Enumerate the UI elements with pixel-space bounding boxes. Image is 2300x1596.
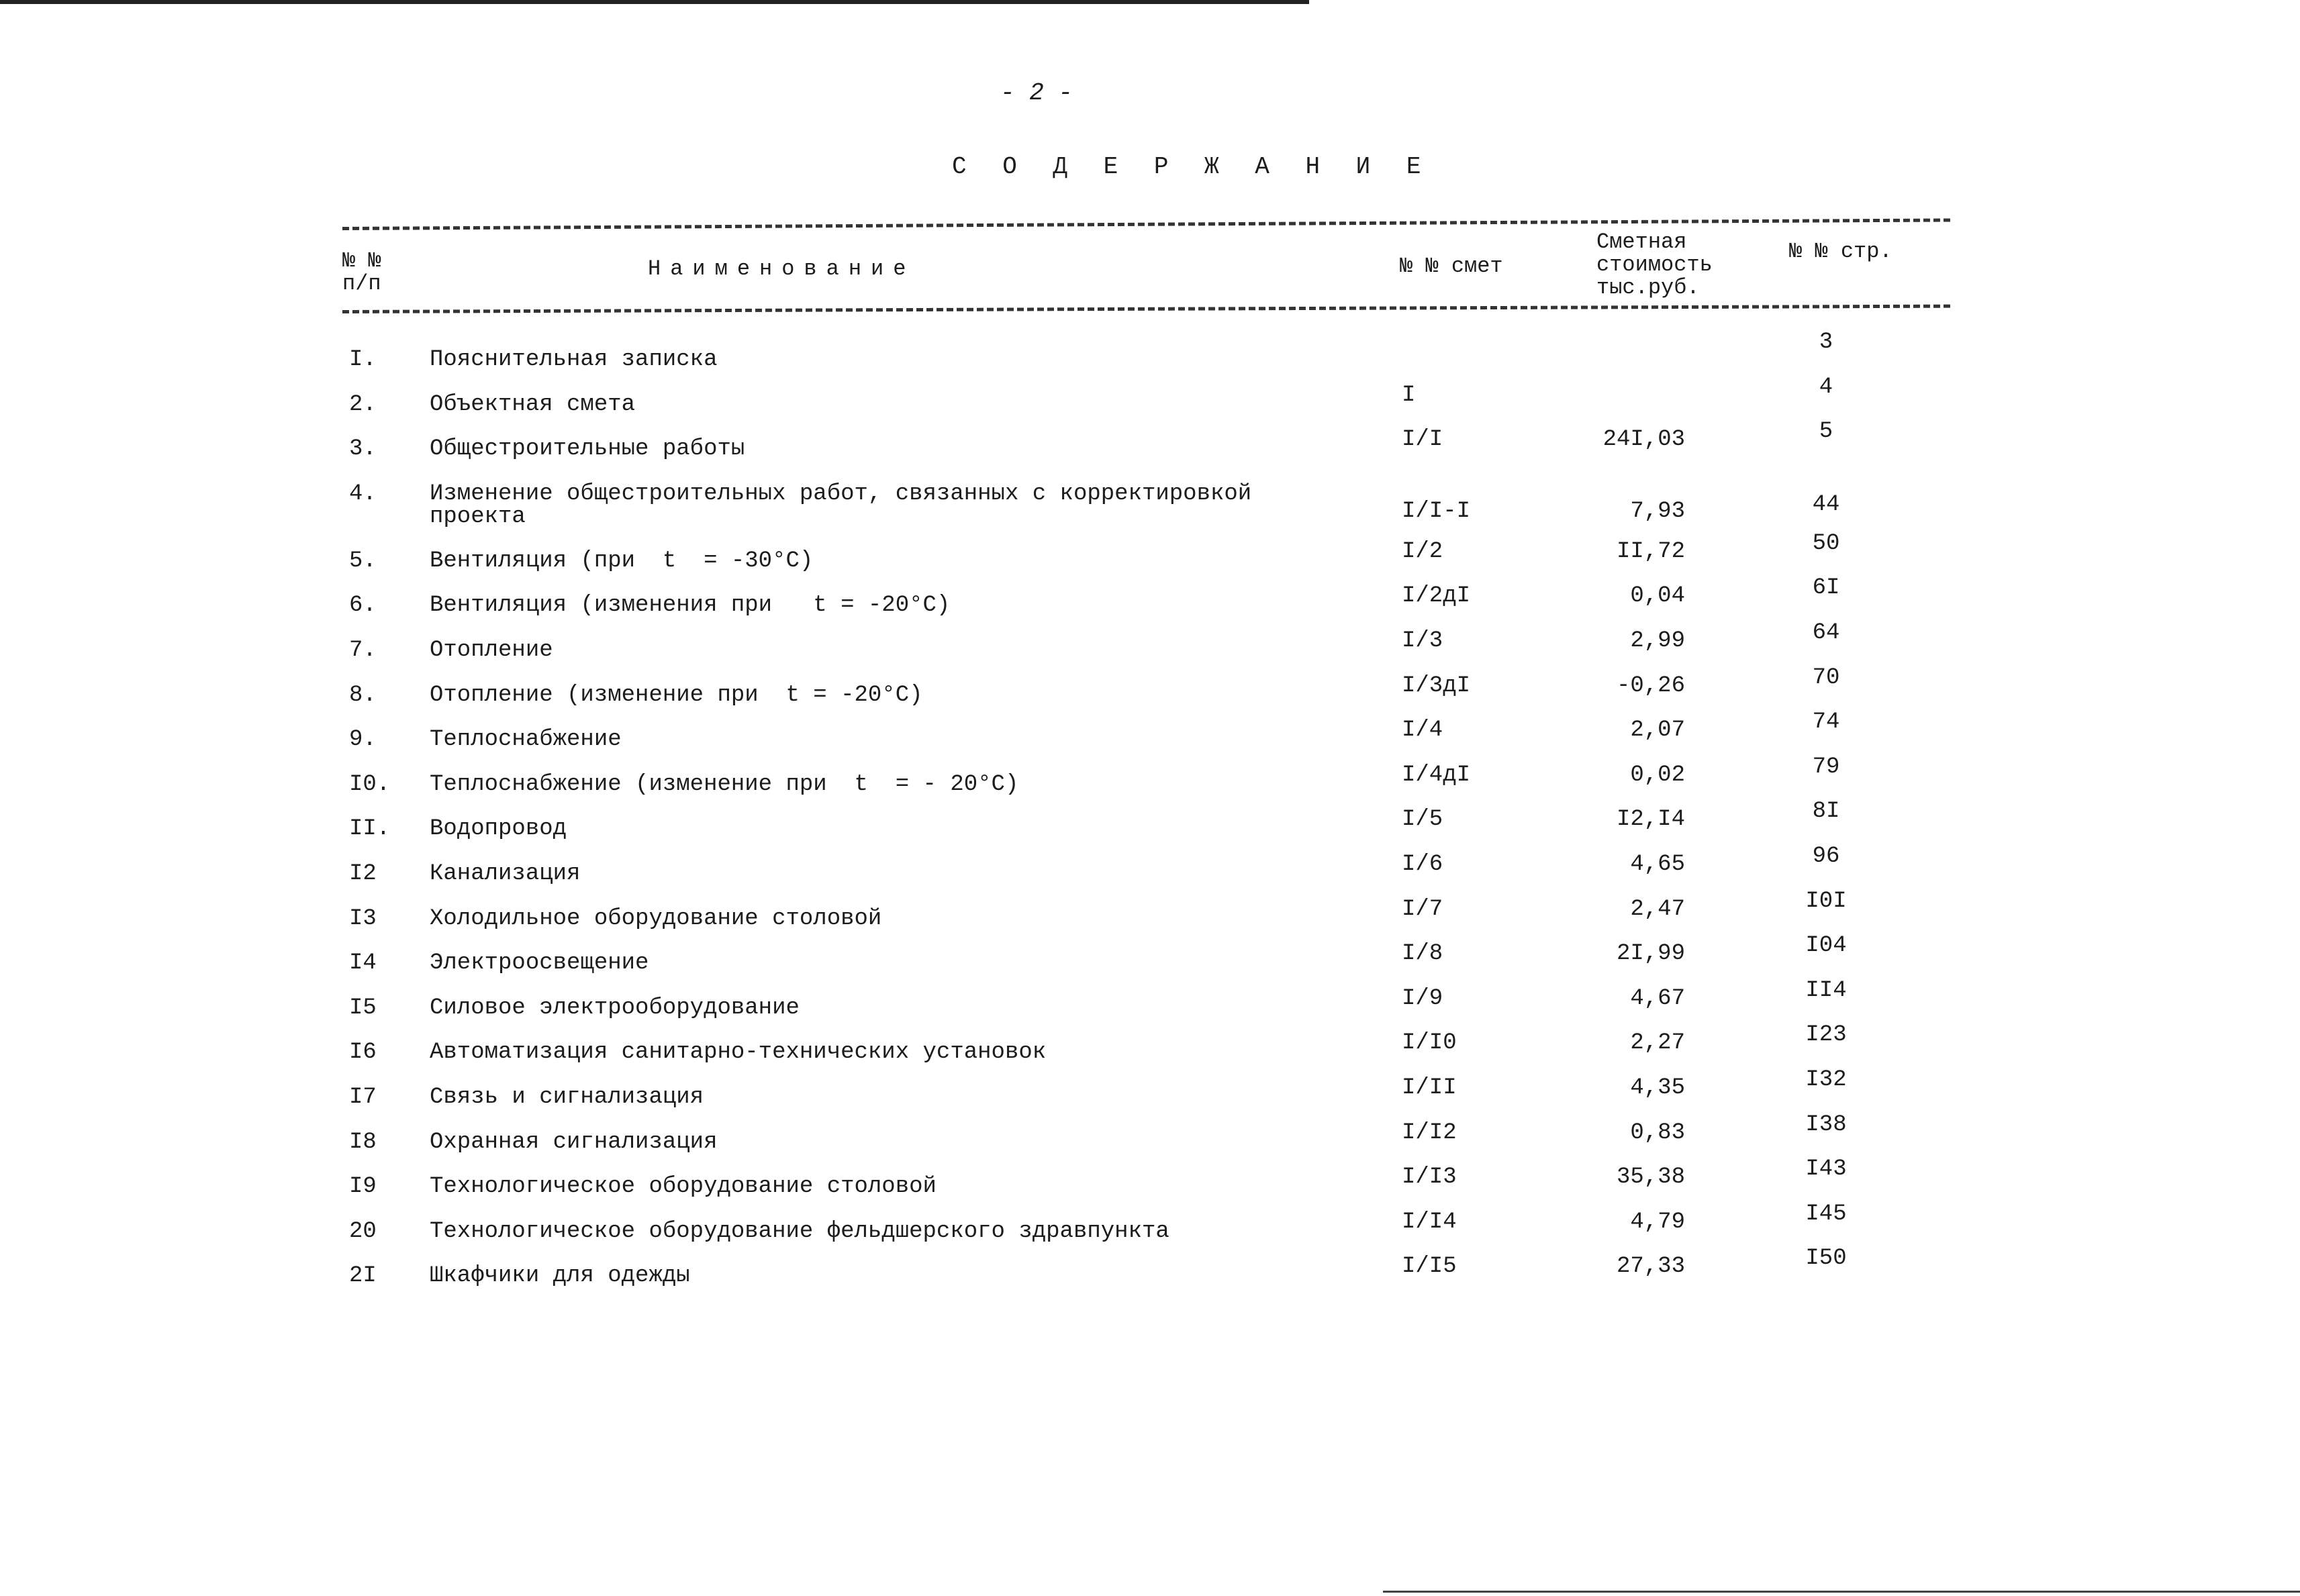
row-number: I9 [349,1174,377,1200]
row-number: II. [349,816,391,842]
row-name: Технологическое оборудование столовой [430,1174,937,1200]
row-page: I04 [1805,933,1847,959]
row-estimate-number: I/6 [1402,851,1443,877]
header-cost-line2: стоимость [1596,252,1713,277]
row-name: Охранная сигнализация [430,1129,718,1155]
row-estimate-number: I/II [1402,1075,1457,1101]
row-number: 20 [349,1218,377,1244]
table-row [0,330,2300,384]
row-cost: 0,02 [1630,762,1685,788]
row-cost: 4,67 [1630,985,1685,1011]
row-number: I8 [349,1129,377,1155]
table-row [0,374,2300,429]
page-title: С О Д Е Р Ж А Н И Е [952,153,1432,181]
row-page: I45 [1805,1201,1847,1227]
row-cost: 4,79 [1630,1209,1685,1235]
row-name: Шкафчики для одежды [430,1263,690,1289]
row-number: 7. [349,637,377,663]
row-page: 5 [1819,419,1833,445]
row-page: I43 [1805,1156,1847,1183]
row-cost: 0,04 [1630,583,1685,609]
row-page: 6I [1812,575,1840,601]
table-row [0,754,2300,809]
row-cost: 4,65 [1630,851,1685,877]
row-estimate-number: I/2дI [1402,583,1471,609]
contents-table [0,330,2300,1300]
row-cost: 2,07 [1630,717,1685,744]
row-number: I3 [349,905,377,932]
row-number: I7 [349,1084,377,1110]
row-number: I5 [349,995,377,1021]
row-name: Пояснительная записка [430,347,718,372]
table-row [0,1111,2300,1166]
row-name: Автоматизация санитарно-технических установок [430,1040,1047,1066]
row-cost: 2,27 [1630,1030,1685,1056]
row-cost: 2I,99 [1616,941,1685,967]
scan-edge-top [0,0,1309,4]
row-estimate-number: I/I2 [1402,1119,1457,1146]
table-row [0,1246,2300,1300]
row-estimate-number: I/I [1402,427,1443,453]
row-name: Силовое электрооборудование [430,995,800,1021]
row-name: Изменение общестроительных работ, связанных с корректировкой проекта [430,481,1252,530]
row-name: Теплоснабжение (изменение при t = - 20°С) [430,771,1019,797]
row-number: 4. [349,481,377,507]
row-page: 50 [1812,530,1840,556]
row-estimate-number: I/3 [1402,628,1443,654]
row-cost: 4,35 [1630,1075,1685,1101]
row-page: 64 [1812,619,1840,646]
row-estimate-number: I/3дI [1402,672,1471,699]
header-top-divider [342,218,1950,230]
row-estimate-number: I/8 [1402,941,1443,967]
row-estimate-number: I/I4 [1402,1209,1457,1235]
row-page: 44 [1812,491,1840,517]
row-number: I2 [349,860,377,887]
table-row [0,1201,2300,1256]
row-page: 70 [1812,664,1840,691]
row-name: Холодильное оборудование столовой [430,905,882,932]
row-estimate-number: I/I-I [1402,498,1471,524]
row-cost: 35,38 [1616,1164,1685,1191]
scan-edge-bottom [1383,1591,2300,1593]
row-name: Технологическое оборудование фельдшерского здравпункта [430,1218,1169,1244]
row-name: Теплоснабжение [430,727,622,753]
table-row [0,1066,2300,1121]
row-estimate-number: I/7 [1402,896,1443,922]
row-number: 8. [349,682,377,708]
row-page: 74 [1812,709,1840,736]
header-bottom-divider [342,305,1950,313]
table-row [0,888,2300,943]
table-row [0,709,2300,764]
row-name: Водопровод [430,816,567,842]
row-page: 4 [1819,374,1833,400]
row-page: 8I [1812,799,1840,825]
row-number: 2. [349,391,377,417]
row-cost: 27,33 [1616,1254,1685,1280]
table-row [0,419,2300,473]
row-cost: 7,93 [1630,498,1685,524]
header-cost [1596,231,1713,299]
header-number [342,250,381,295]
row-page: I50 [1805,1246,1847,1272]
header-name: Наименование [648,256,916,281]
row-name: Отопление (изменение при t = -20°С) [430,682,923,708]
table-row [0,530,2300,585]
table-row [0,933,2300,987]
row-number: I6 [349,1040,377,1066]
table-row [0,843,2300,898]
row-name: Объектная смета [430,391,636,417]
row-cost: 24I,03 [1602,427,1685,453]
table-row [0,619,2300,675]
table-row [0,664,2300,719]
row-number: 3. [349,436,377,462]
row-estimate-number: I/9 [1402,985,1443,1011]
header-page: № № стр. [1789,239,1892,264]
table-row [0,1156,2300,1211]
row-estimate-number: I/5 [1402,807,1443,833]
row-name: Связь и сигнализация [430,1084,704,1110]
table-row [0,977,2300,1032]
row-number: I4 [349,950,377,977]
table-row [0,473,2300,540]
row-estimate-number: I/2 [1402,538,1443,564]
row-name: Вентиляция (изменения при t = -20°С) [430,593,951,619]
row-name: Отопление [430,637,553,663]
row-name: Вентиляция (при t = -30°С) [430,548,814,574]
table-row [0,799,2300,853]
row-cost: 0,83 [1630,1119,1685,1146]
row-estimate-number: I/4 [1402,717,1443,744]
row-page: 79 [1812,754,1840,780]
row-estimate-number: I [1402,382,1416,408]
row-number: I. [349,347,377,372]
row-cost: 2,99 [1630,628,1685,654]
row-page: I32 [1805,1066,1847,1093]
row-number: 9. [349,727,377,753]
row-cost: I2,I4 [1616,807,1685,833]
row-cost: -0,26 [1616,672,1685,699]
header-estimate-number: № № смет [1400,254,1503,279]
row-page: 3 [1819,330,1833,355]
header-number-line2: п/п [342,271,381,296]
table-row [0,575,2300,630]
row-number: I0. [349,771,391,797]
row-name: Электроосвещение [430,950,649,977]
row-number: 6. [349,593,377,619]
header-cost-line3: тыс.руб. [1596,275,1700,300]
row-name: Канализация [430,860,581,887]
row-number: 5. [349,548,377,574]
table-row [0,1022,2300,1077]
row-estimate-number: I/I5 [1402,1254,1457,1280]
page-number: - 2 - [1000,79,1073,107]
row-page: I38 [1805,1111,1847,1138]
row-page: I0I [1805,888,1847,914]
row-estimate-number: I/4дI [1402,762,1471,788]
row-cost: 2,47 [1630,896,1685,922]
row-estimate-number: I/I3 [1402,1164,1457,1191]
row-cost: II,72 [1616,538,1685,564]
row-page: II4 [1805,977,1847,1003]
header-number-line1: № № [342,248,381,273]
row-number: 2I [349,1263,377,1289]
row-name: Общестроительные работы [430,436,745,462]
row-page: I23 [1805,1022,1847,1048]
row-estimate-number: I/I0 [1402,1030,1457,1056]
row-page: 96 [1812,843,1840,869]
header-cost-line1: Сметная [1596,230,1687,254]
